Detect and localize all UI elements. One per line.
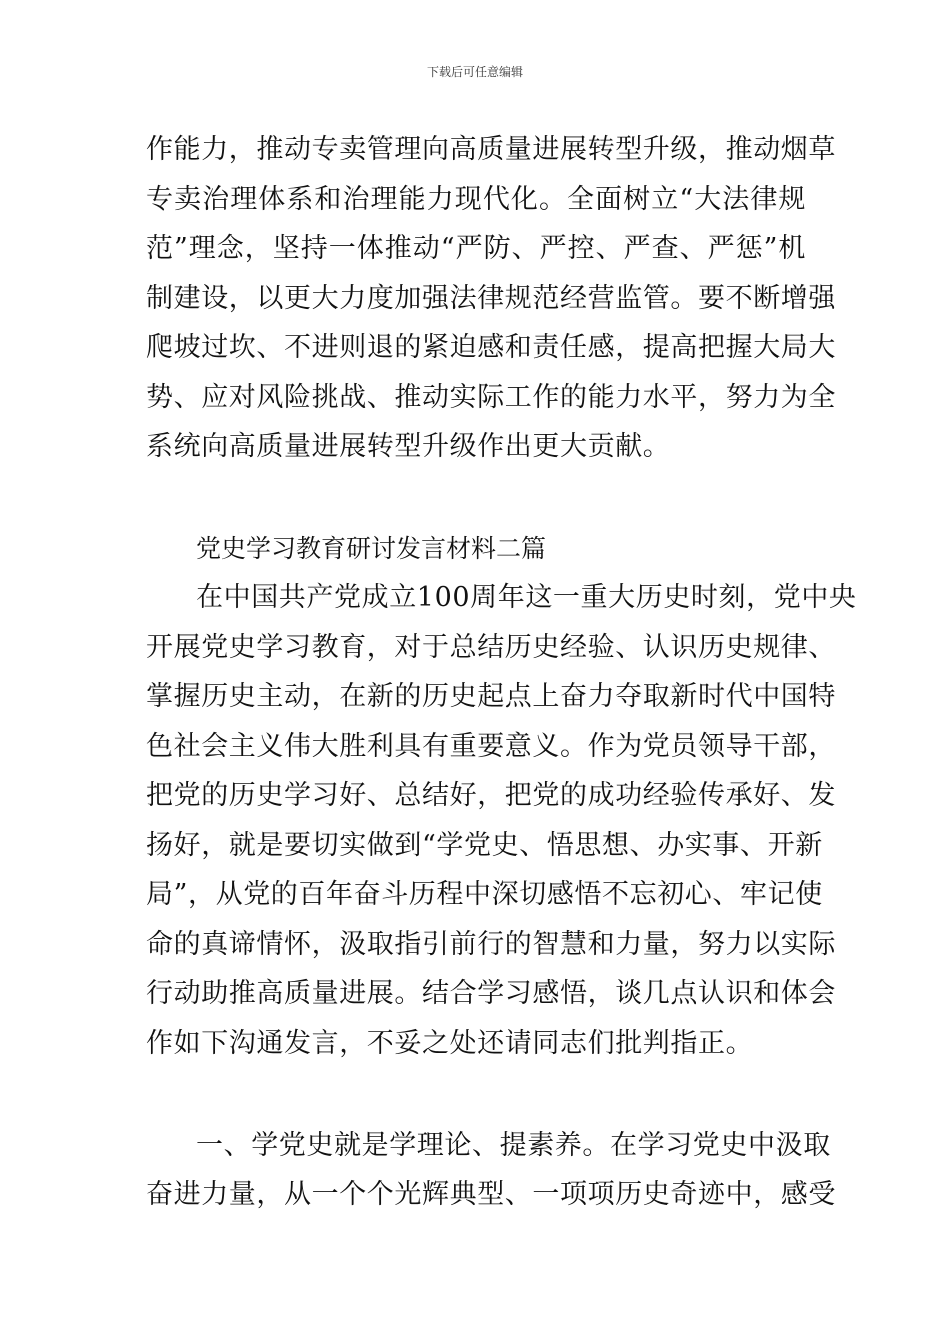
paragraph-1-line-3: 范”理念，坚持一体推动“严防、严控、严查、严惩”机 (146, 233, 806, 264)
paragraph-2-line-1: 在中国共产党成立100周年这一重大历史时刻，党中央 (196, 582, 857, 613)
paragraph-1-line-7: 系统向高质量进展转型升级作出更大贡献。 (146, 431, 671, 462)
paragraph-3-line-2: 奋进力量，从一个个光辉典型、一项项历史奇迹中，感受 (146, 1179, 836, 1210)
paragraph-2-line-3: 掌握历史主动，在新的历史起点上奋力夺取新时代中国特 (146, 681, 836, 712)
paragraph-2-line-7: 局”，从党的百年奋斗历程中深切感悟不忘初心、牢记使 (146, 879, 823, 910)
paragraph-1-line-2: 专卖治理体系和治理能力现代化。全面树立“大法律规 (146, 184, 806, 215)
paragraph-2-line-9: 行动助推高质量进展。结合学习感悟，谈几点认识和体会 (146, 978, 836, 1009)
page-header-note: 下载后可任意编辑 (426, 65, 523, 79)
paragraph-1-line-1: 作能力，推动专卖管理向高质量进展转型升级，推动烟草 (146, 134, 836, 165)
paragraph-1-line-6: 势、应对风险挑战、推动实际工作的能力水平，努力为全 (146, 382, 836, 413)
paragraph-1-line-4: 制建设，以更大力度加强法律规范经营监管。要不断增强 (146, 283, 836, 314)
paragraph-3-line-1: 一、学党史就是学理论、提素养。在学习党史中汲取 (196, 1130, 831, 1161)
paragraph-2-line-6: 扬好，就是要切实做到“学党史、悟思想、办实事、开新 (146, 830, 823, 861)
section-title: 党史学习教育研讨发言材料二篇 (196, 534, 547, 563)
paragraph-2-line-8: 命的真谛情怀，汲取指引前行的智慧和力量，努力以实际 (146, 929, 836, 960)
paragraph-2-line-10: 作如下沟通发言，不妥之处还请同志们批判指正。 (146, 1028, 754, 1059)
paragraph-2-line-2: 开展党史学习教育，对于总结历史经验、认识历史规律、 (146, 632, 836, 663)
paragraph-2-line-4: 色社会主义伟大胜利具有重要意义。作为党员领导干部， (146, 731, 836, 762)
paragraph-1-line-5: 爬坡过坎、不进则退的紧迫感和责任感，提高把握大局大 (146, 332, 836, 363)
paragraph-2-line-5: 把党的历史学习好、总结好，把党的成功经验传承好、发 (146, 780, 836, 811)
